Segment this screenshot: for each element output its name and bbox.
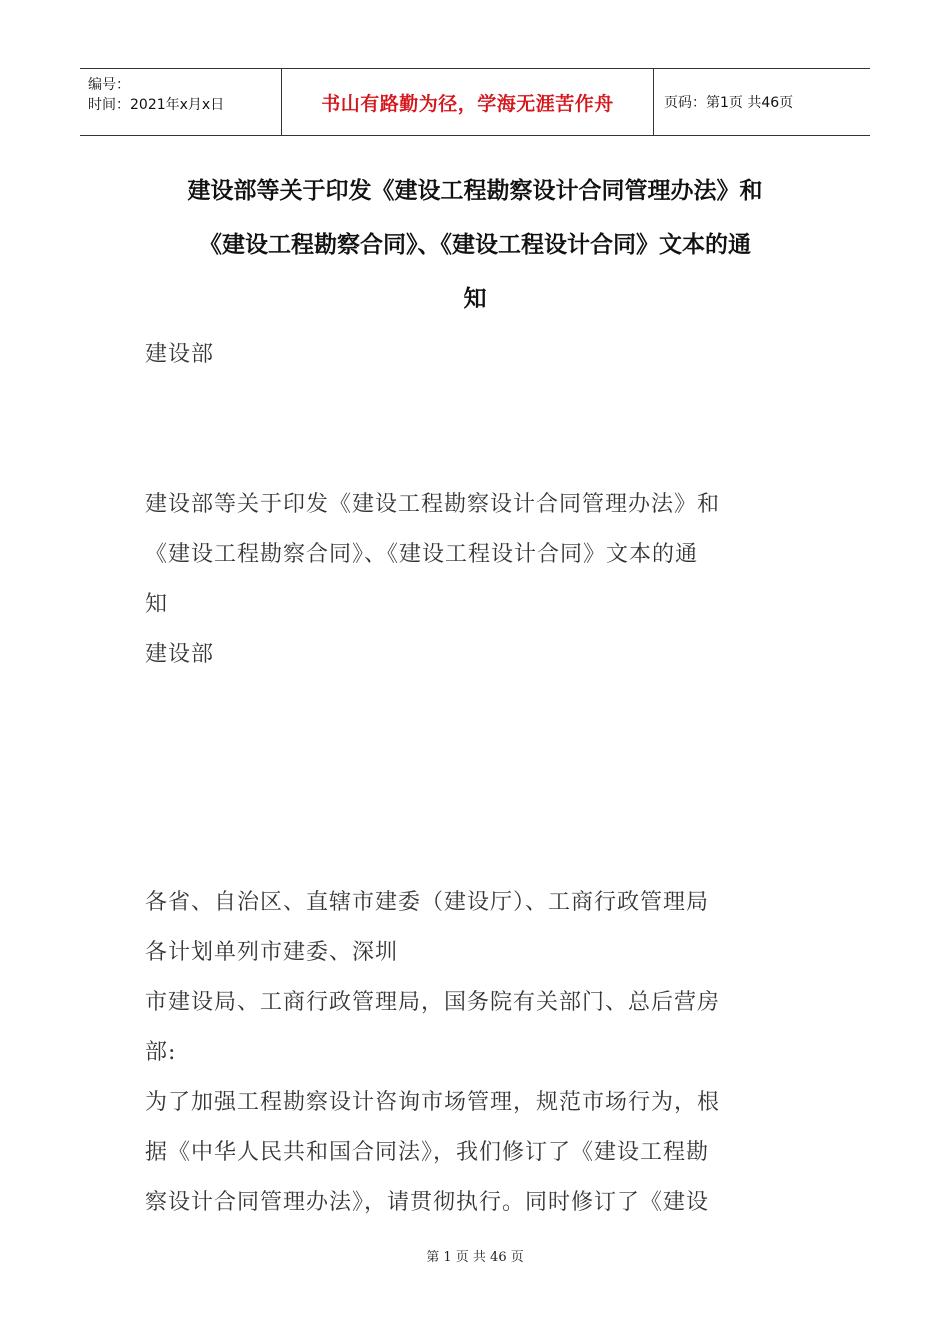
page-footer: 第 1 页 共 46 页	[426, 1250, 524, 1265]
paragraph-line: 知	[145, 592, 169, 617]
document-number-label: 编号：	[88, 77, 130, 93]
paragraph-line: 各省、自治区、直辖市建委（建设厅）、工商行政管理局	[145, 890, 710, 915]
recipients-block	[145, 878, 810, 1078]
document-date: 时间：2021年x月x日	[88, 97, 225, 113]
paragraph-line: 察设计合同管理办法》，请贯彻执行。同时修订了《建设	[145, 1190, 710, 1215]
page-header	[80, 68, 870, 136]
header-meta	[80, 69, 282, 135]
title-line: 知	[463, 285, 487, 312]
paragraph-line: 市建设局、工商行政管理局，国务院有关部门、总后营房	[145, 990, 721, 1015]
paragraph-line: 《建设工程勘察合同》、《建设工程设计合同》文本的通	[145, 542, 699, 567]
paragraph-line: 部:	[145, 1040, 177, 1065]
paragraph-line: 据《中华人民共和国合同法》，我们修订了《建设工程勘	[145, 1140, 710, 1165]
title-line: 建设部等关于印发《建设工程勘察设计合同管理办法》和	[187, 177, 763, 204]
paragraph-line: 为了加强工程勘察设计咨询市场管理，规范市场行为，根	[145, 1090, 721, 1115]
source-text: 建设部	[145, 342, 215, 367]
repeated-title-block	[145, 480, 810, 680]
header-motto: 书山有路勤为径，学海无涯苦作舟	[282, 69, 654, 135]
paragraph-line: 建设部等关于印发《建设工程勘察设计合同管理办法》和	[145, 492, 721, 517]
title-line: 《建设工程勘察合同》、《建设工程设计合同》文本的通	[199, 231, 751, 258]
source-line	[145, 330, 810, 380]
paragraph-line: 建设部	[145, 642, 215, 667]
header-page-info: 页码：第1页 共46页	[664, 95, 794, 111]
body-paragraph	[145, 1078, 810, 1228]
paragraph-line: 各计划单列市建委、深圳	[145, 940, 399, 965]
document-title	[145, 164, 805, 326]
